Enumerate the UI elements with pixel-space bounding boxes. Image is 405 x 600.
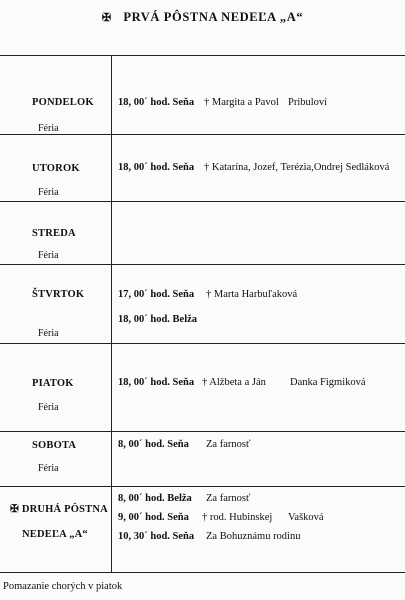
day-name-sobota: SOBOTA (32, 440, 77, 451)
mass-time: 18, 00´ hod. Seňa (118, 377, 195, 388)
mass-intention-extra: Vašková (288, 512, 324, 523)
schedule-table (0, 55, 405, 573)
mass-time: 9, 00´ hod. Seňa (118, 512, 189, 523)
day-type: Féria (38, 187, 59, 198)
schedule-entry (118, 377, 366, 388)
day-type: Féria (38, 250, 59, 261)
mass-intention: † Margita a Pavol (204, 97, 279, 108)
schedule-entry (118, 162, 390, 173)
mass-intention: Za farnosť (206, 439, 251, 450)
day-name-piatok: PIATOK (32, 378, 74, 389)
row-divider (0, 486, 405, 487)
schedule-entry (118, 314, 197, 325)
schedule-entry (118, 289, 298, 300)
mass-intention: † Alžbeta a Ján (202, 377, 266, 388)
mass-time: 8, 00´ hod. Belža (118, 493, 192, 504)
schedule-entry (118, 97, 328, 108)
mass-time: 18, 00´ hod. Seňa (118, 97, 195, 108)
day-type: Féria (38, 402, 59, 413)
row-divider (0, 264, 405, 265)
page-title-text: PRVÁ PÔSTNA NEDEĽA „A“ (123, 10, 304, 24)
cross-icon: ✠ (101, 12, 112, 24)
mass-time: 17, 00´ hod. Seňa (118, 289, 195, 300)
day-name-pondelok: PONDELOK (32, 97, 94, 108)
day-type: Féria (38, 123, 59, 134)
row-divider (0, 343, 405, 344)
page-title (0, 10, 405, 25)
mass-intention-extra: Pribuloví (288, 97, 328, 108)
day-name-stvrtok: ŠTVRTOK (32, 289, 85, 300)
day-type: Féria (38, 328, 59, 339)
mass-time: 10, 30´ hod. Seňa (118, 531, 195, 542)
mass-time: 18, 00´ hod. Belža (118, 314, 198, 325)
day-name-streda: STREDA (32, 228, 76, 239)
mass-time: 18, 00´ hod. Seňa (118, 162, 195, 173)
day-name-nedela-line2: NEDEĽA „A“ (22, 529, 88, 540)
mass-intention: † Katarína, Jozef, Terézia,Ondrej Sedláková (204, 162, 390, 173)
mass-time: 8, 00´ hod. Seňa (118, 439, 189, 450)
mass-intention: † Marta Harbuľaková (206, 289, 298, 300)
day-type: Féria (38, 463, 59, 474)
mass-intention: † rod. Hubinskej (202, 512, 273, 523)
day-name-utorok: UTOROK (32, 163, 80, 174)
schedule-entry (118, 531, 301, 542)
mass-intention: Za Bohuznámu rodinu (206, 531, 301, 542)
row-divider (0, 431, 405, 432)
schedule-entry (118, 493, 251, 504)
schedule-entry (118, 512, 324, 523)
row-divider (0, 201, 405, 202)
mass-intention: Za farnosť (206, 493, 251, 504)
schedule-entry (118, 439, 251, 450)
mass-intention-extra: Danka Figmiková (290, 377, 366, 388)
footer-note: Pomazanie chorých v piatok (3, 581, 123, 592)
day-name-nedela: ✠ DRUHÁ PÔSTNA (10, 504, 108, 515)
row-divider (0, 134, 405, 135)
